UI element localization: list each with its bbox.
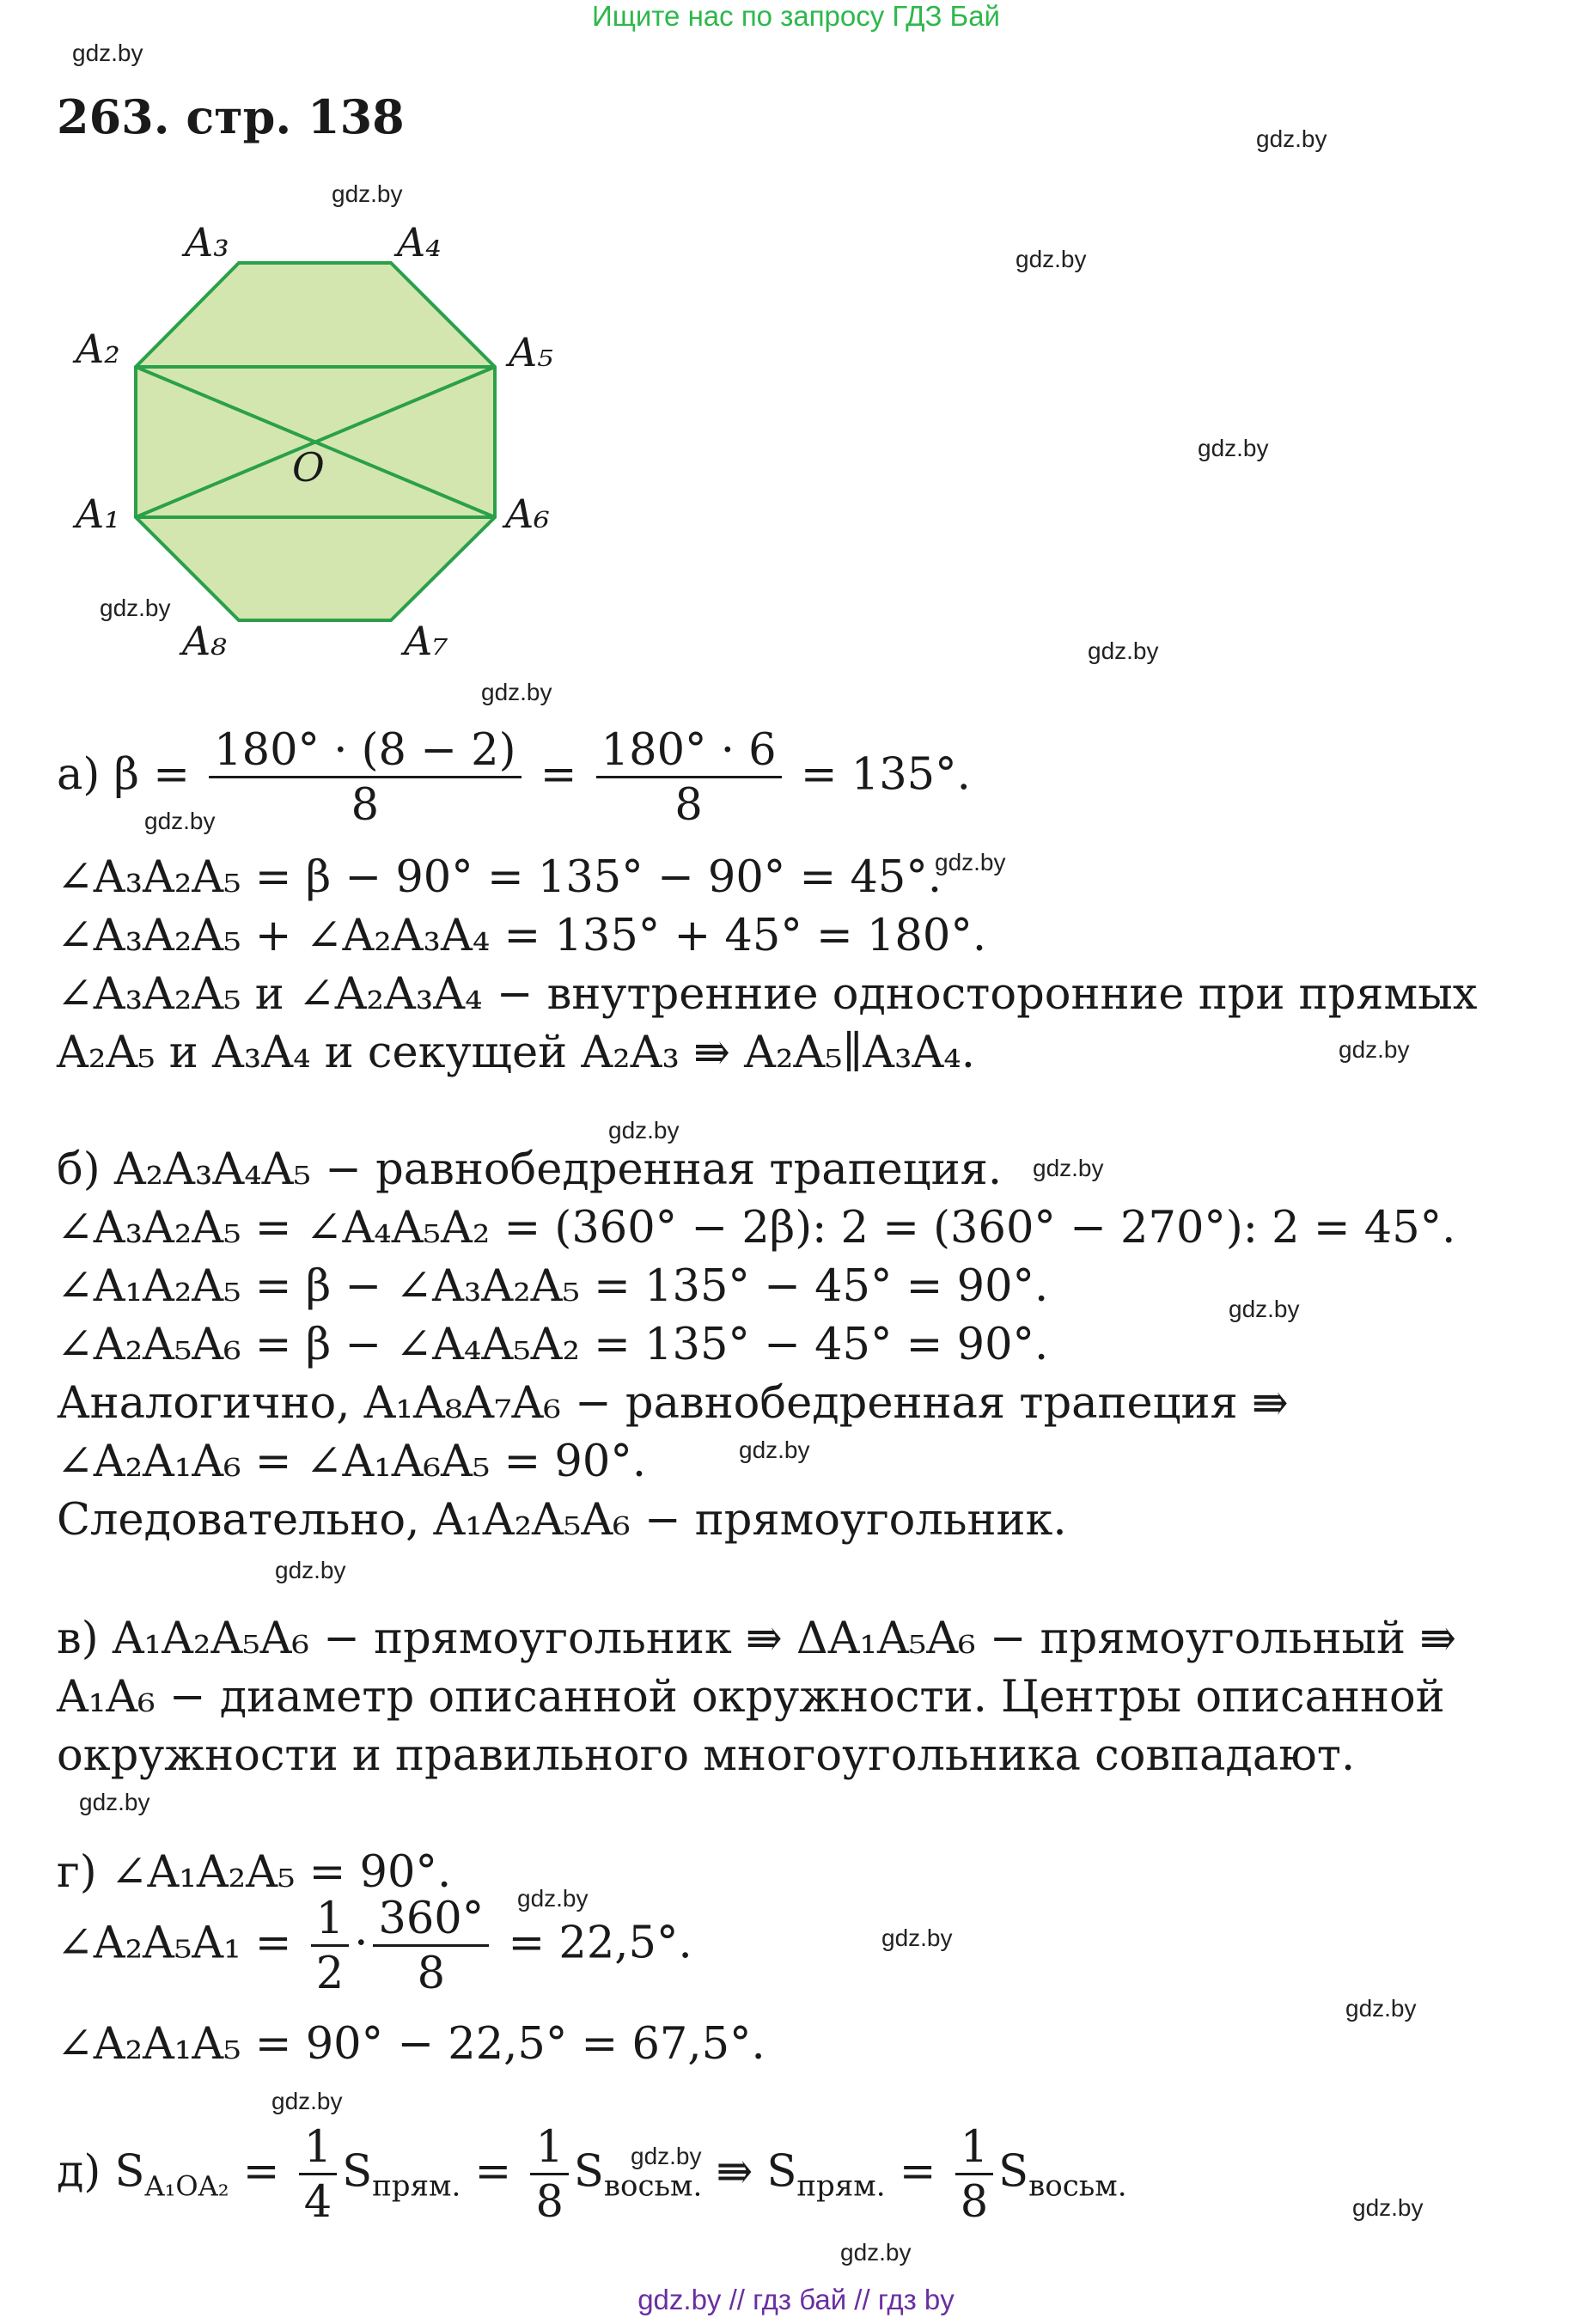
watermark: gdz.by	[332, 180, 403, 207]
octagon-figure	[52, 198, 601, 679]
line-b2: ∠A₃A₂A₅ = ∠A₄A₅A₂ = (360° − 2β): 2 = (360° − 270°): 2 = 45°.	[57, 1203, 1456, 1253]
line-b6: ∠A₂A₁A₆ = ∠A₁A₆A₅ = 90°.	[57, 1436, 647, 1487]
watermark: gdz.by	[1345, 1995, 1417, 2022]
watermark: gdz.by	[1256, 125, 1327, 152]
watermark: gdz.by	[631, 2143, 702, 2169]
line-b1: б) A₂A₃A₄A₅ − равнобедренная трапеция.	[57, 1144, 1003, 1195]
watermark: gdz.by	[1198, 435, 1269, 461]
line-a2: ∠A₃A₂A₅ = β − 90° = 135° − 90° = 45°.	[57, 852, 942, 903]
watermark: gdz.by	[1033, 1155, 1104, 1181]
watermark: gdz.by	[739, 1436, 810, 1463]
label-o: O	[292, 444, 325, 491]
line-a4: ∠A₃A₂A₅ и ∠A₂A₃A₄ − внутренние односторонние при прямых	[57, 969, 1478, 1020]
line-g2: ∠A₂A₅A₁ = $\frac{1}{2}$ · $\frac{360^\circ}{8}$ = 22,5°.	[57, 1894, 692, 1999]
line-a-beta: а) β = $\frac{180^\circ \cdot (8 - 2)}{8}$ = $\frac{180^\circ \cdot 6}{8}$ = 135°.	[57, 725, 971, 831]
watermark: gdz.by	[144, 808, 216, 834]
label-a1: A₁	[76, 491, 120, 537]
bottom-banner[interactable]: gdz.by // гдз бай // гдз by	[637, 2284, 955, 2315]
line-b7: Следовательно, A₁A₂A₅A₆ − прямоугольник.	[57, 1495, 1067, 1546]
watermark: gdz.by	[100, 595, 171, 621]
line-b5: Аналогично, A₁A₈A₇A₆ − равнобедренная трапеция ⇛	[57, 1378, 1289, 1429]
line-b3: ∠A₁A₂A₅ = β − ∠A₃A₂A₅ = 135° − 45° = 90°.	[57, 1261, 1049, 1312]
top-banner[interactable]: Ищите нас по запросу ГДЗ Бай	[592, 0, 1000, 32]
watermark: gdz.by	[1352, 2194, 1424, 2221]
task-heading: 263. стр. 138	[57, 89, 405, 144]
watermark: gdz.by	[1016, 246, 1087, 272]
line-b4: ∠A₂A₅A₆ = β − ∠A₄A₅A₂ = 135° − 45° = 90°.	[57, 1320, 1049, 1370]
label-a7: A₇	[404, 618, 448, 664]
watermark: gdz.by	[1339, 1036, 1410, 1063]
watermark: gdz.by	[275, 1557, 346, 1583]
label-a2: A₂	[76, 326, 120, 372]
label-a3: A₃	[185, 219, 229, 265]
label-a5: A₅	[509, 329, 553, 375]
watermark: gdz.by	[517, 1885, 589, 1912]
watermark: gdz.by	[935, 849, 1006, 875]
watermark: gdz.by	[79, 1789, 150, 1815]
line-a3: ∠A₃A₂A₅ + ∠A₂A₃A₄ = 135° + 45° = 180°.	[57, 911, 987, 961]
line-d: д) $S_{A_1OA_2}$ = $\frac{1}{4}$ $S_{прям.}$ = $\frac{1}{8}$ $S_{восьм.}$ ⇛ $S_{прям.}$ = $\frac{1}{8}$ $S_{восьм.}$	[57, 2122, 1127, 2228]
watermark: gdz.by	[481, 679, 552, 705]
watermark: gdz.by	[271, 2088, 343, 2114]
line-v1: в) A₁A₂A₅A₆ − прямоугольник ⇛ ΔA₁A₅A₆ − прямоугольный ⇛	[57, 1613, 1456, 1664]
label-a4: A₄	[397, 219, 442, 265]
line-g3: ∠A₂A₁A₅ = 90° − 22,5° = 67,5°.	[57, 2019, 766, 2070]
watermark: gdz.by	[72, 40, 143, 66]
watermark: gdz.by	[1229, 1296, 1300, 1322]
line-v3: окружности и правильного многоугольника совпадают.	[57, 1730, 1356, 1781]
watermark: gdz.by	[881, 1924, 953, 1951]
watermark: gdz.by	[840, 2239, 912, 2266]
line-a5: A₂A₅ и A₃A₄ и секущей A₂A₃ ⇛ A₂A₅∥A₃A₄.	[57, 1028, 975, 1078]
line-v2: A₁A₆ − диаметр описанной окружности. Центры описанной	[57, 1672, 1445, 1723]
watermark: gdz.by	[608, 1117, 680, 1144]
label-a8: A₈	[182, 618, 227, 664]
label-a6: A₆	[505, 491, 550, 537]
watermark: gdz.by	[1088, 637, 1159, 664]
line-g1: г) ∠A₁A₂A₅ = 90°.	[57, 1847, 452, 1898]
